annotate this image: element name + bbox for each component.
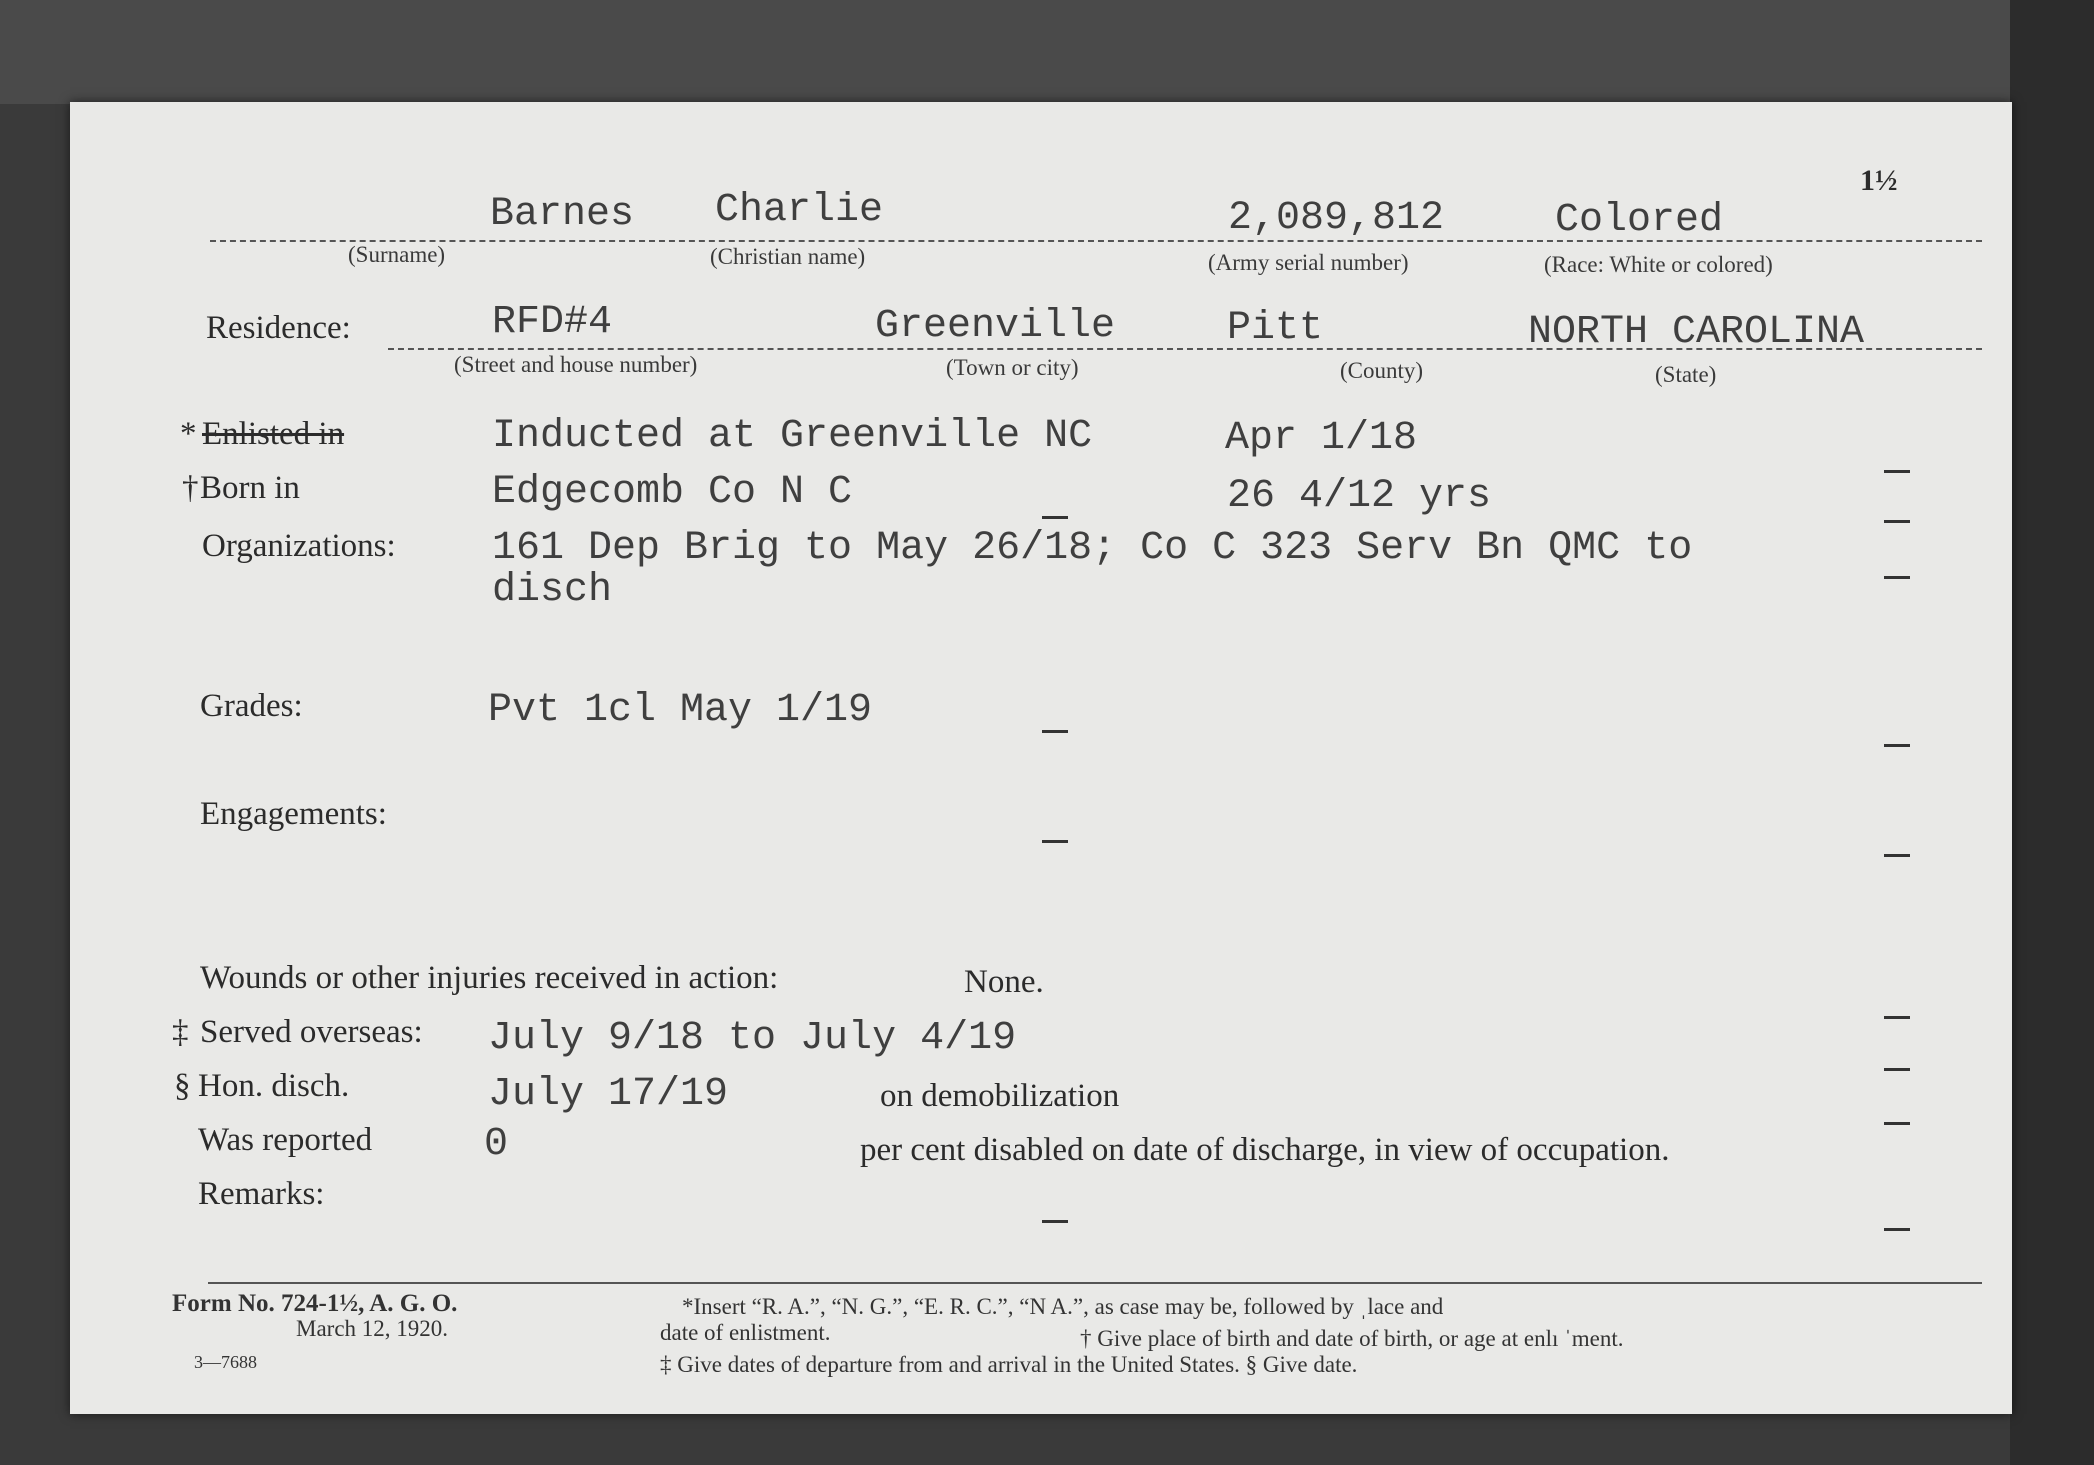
footnote-insert-line1: *Insert “R. A.”, “N. G.”, “E. R. C.”, “N A.”, as case may be, followed by ˌlace and xyxy=(682,1294,1444,1319)
remarks-label: Remarks: xyxy=(198,1176,325,1212)
christian-name-value: Charlie xyxy=(715,188,884,233)
wounds-label: Wounds or other injuries received in action: xyxy=(200,960,779,996)
right-margin-dash xyxy=(1884,744,1910,747)
residence-state-value: NORTH CAROLINA xyxy=(1528,310,1865,355)
born-marker: † xyxy=(182,470,199,506)
form-number: Form No. 724-1½, A. G. O. xyxy=(172,1290,458,1317)
born-label: Born in xyxy=(200,470,300,506)
hon-disch-marker: § xyxy=(174,1068,191,1104)
served-overseas-label: Served overseas: xyxy=(200,1014,423,1050)
right-margin-dash xyxy=(1884,1122,1910,1125)
middle-dash xyxy=(1042,840,1068,843)
right-margin-dash xyxy=(1884,470,1910,473)
serial-number-caption: (Army serial number) xyxy=(1208,250,1409,275)
street-caption: (Street and house number) xyxy=(454,352,698,377)
served-overseas-value: July 9/18 to July 4/19 xyxy=(488,1016,1017,1061)
footnote-overseas: ‡ Give dates of departure from and arrival in the United States. § Give date. xyxy=(660,1352,1358,1377)
engagements-label: Engagements: xyxy=(200,796,387,832)
enlisted-marker: * xyxy=(180,416,197,452)
organizations-label: Organizations: xyxy=(202,528,396,564)
middle-dash xyxy=(1042,730,1068,733)
footer-rule xyxy=(208,1282,1982,1284)
right-margin-dash xyxy=(1884,854,1910,857)
was-reported-value: 0 xyxy=(484,1122,509,1167)
born-value: Edgecomb Co N C xyxy=(492,470,853,515)
footnote-birth: † Give place of birth and date of birth, or age at enlı ˈment. xyxy=(1080,1326,1624,1351)
served-overseas-marker: ‡ xyxy=(172,1014,189,1050)
grades-value: Pvt 1cl May 1/19 xyxy=(488,688,873,733)
surname-caption: (Surname) xyxy=(348,242,446,267)
right-margin-dash xyxy=(1884,576,1910,579)
serial-number-value: 2,089,812 xyxy=(1228,196,1445,241)
form-date: March 12, 1920. xyxy=(296,1316,449,1341)
scanner-background-right xyxy=(2010,0,2094,1465)
print-number: 3—7688 xyxy=(194,1352,257,1372)
born-age: 26 4/12 yrs xyxy=(1227,474,1492,519)
residence-label: Residence: xyxy=(206,310,351,346)
christian-name-caption: (Christian name) xyxy=(710,244,866,269)
right-margin-dash xyxy=(1884,1016,1910,1019)
grades-label: Grades: xyxy=(200,688,303,724)
right-margin-dash xyxy=(1884,1228,1910,1231)
enlisted-date: Apr 1/18 xyxy=(1225,416,1418,461)
hon-disch-value: July 17/19 xyxy=(488,1072,729,1117)
organizations-line1: 161 Dep Brig to May 26/18; Co C 323 Serv Bn QMC to xyxy=(492,526,1693,571)
race-value: Colored xyxy=(1555,198,1724,243)
service-record-card xyxy=(70,102,2012,1414)
race-caption: (Race: White or colored) xyxy=(1544,252,1773,277)
residence-county-value: Pitt xyxy=(1227,306,1324,351)
surname-value: Barnes xyxy=(490,192,635,237)
state-caption: (State) xyxy=(1655,362,1717,387)
wounds-value: None. xyxy=(964,964,1044,1000)
hon-disch-label: Hon. disch. xyxy=(198,1068,350,1104)
scanner-background-top xyxy=(0,0,2094,104)
residence-street-value: RFD#4 xyxy=(492,300,613,345)
town-caption: (Town or city) xyxy=(946,355,1079,380)
county-caption: (County) xyxy=(1340,358,1424,383)
middle-dash xyxy=(1042,516,1068,519)
was-reported-label: Was reported xyxy=(198,1122,373,1158)
enlisted-label: Enlisted in xyxy=(202,416,345,452)
corner-mark: 1½ xyxy=(1860,164,1898,197)
residence-town-value: Greenville xyxy=(875,304,1116,349)
organizations-line2: disch xyxy=(492,568,613,613)
right-margin-dash xyxy=(1884,520,1910,523)
was-reported-note: per cent disabled on date of discharge, in view of occupation. xyxy=(860,1132,1670,1168)
enlisted-value: Inducted at Greenville NC xyxy=(492,414,1093,459)
footnote-insert-line2: date of enlistment. xyxy=(660,1320,831,1345)
hon-disch-note: on demobilization xyxy=(880,1078,1120,1114)
right-margin-dash xyxy=(1884,1068,1910,1071)
middle-dash xyxy=(1042,1220,1068,1223)
